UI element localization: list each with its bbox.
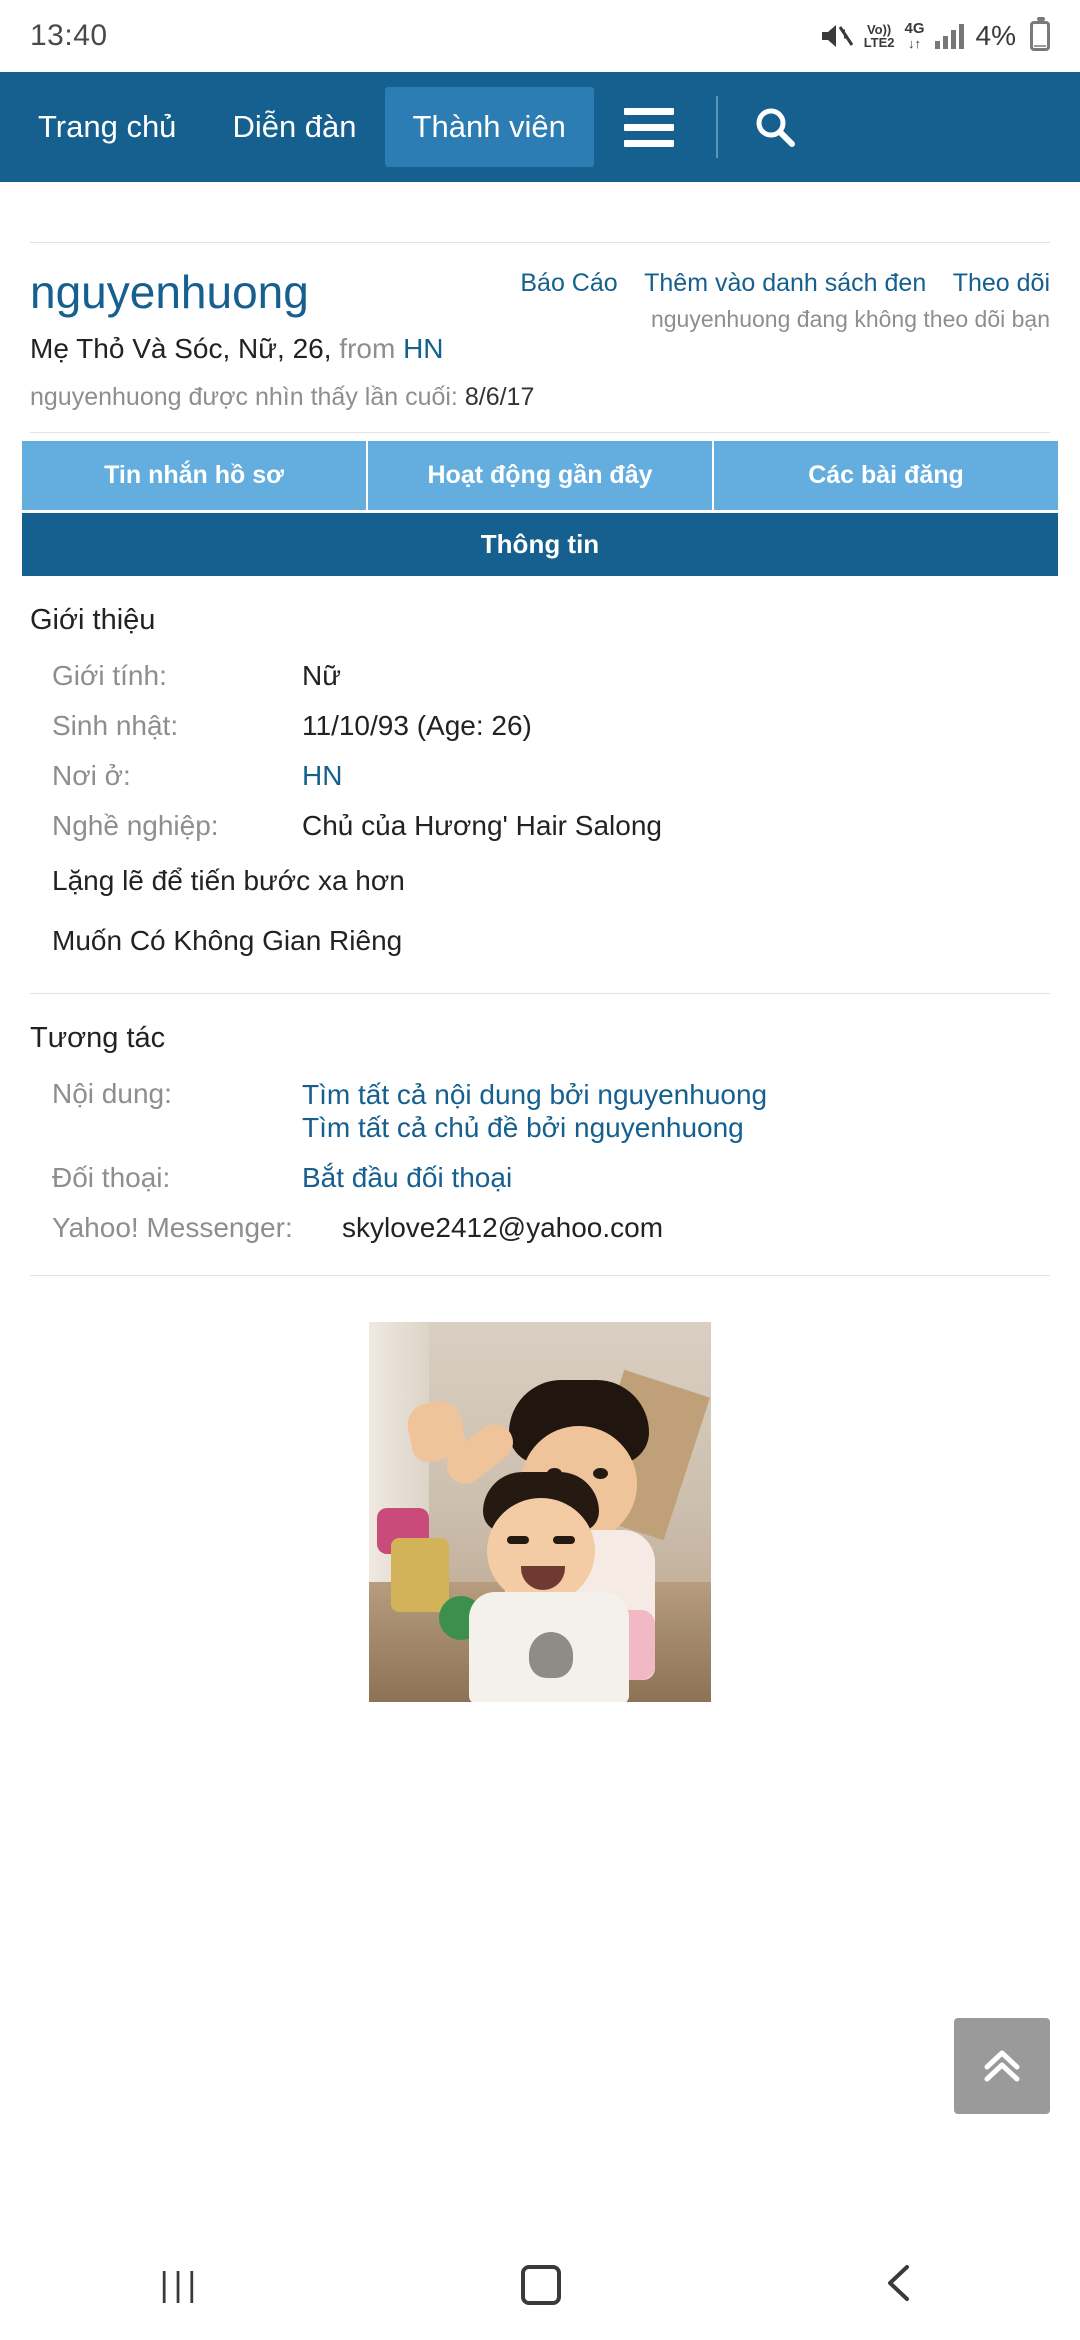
tab-postings[interactable]: Các bài đăng: [714, 441, 1058, 510]
profile-location-link[interactable]: HN: [403, 333, 444, 364]
home-icon[interactable]: [521, 2265, 561, 2305]
about-text-1: Lặng lẽ để tiến bước xa hơn: [52, 865, 405, 896]
battery-percent: 4%: [975, 20, 1016, 51]
report-link[interactable]: Báo Cáo: [520, 269, 618, 297]
nav-item-home[interactable]: Trang chủ: [38, 109, 177, 144]
profile-photo[interactable]: [369, 1322, 711, 1702]
tab-information[interactable]: Thông tin: [22, 513, 1058, 576]
field-messenger: [0, 1203, 1080, 1253]
find-all-threads-link[interactable]: Tìm tất cả chủ đề bởi nguyenhuong: [302, 1112, 744, 1144]
page-content: [0, 182, 1080, 1702]
field-birthday-value: 11/10/93 (Age: 26): [302, 710, 532, 741]
back-icon[interactable]: [880, 2261, 920, 2310]
profile-age: 26,: [292, 333, 332, 364]
scroll-to-top-button[interactable]: [954, 2018, 1050, 2114]
follow-status-note: nguyenhuong đang không theo dõi bạn: [650, 306, 1050, 332]
profile-subline: [30, 333, 1050, 365]
double-chevron-up-icon: [975, 2039, 1029, 2093]
field-birthday-label: Sinh nhật:: [52, 710, 179, 741]
battery-icon: [1030, 21, 1050, 51]
page-title: nguyenhuong: [30, 266, 309, 318]
tab-profile-posts[interactable]: Tin nhắn hồ sơ: [22, 441, 368, 510]
field-messenger-value: skylove2412@yahoo.com: [342, 1212, 664, 1244]
recents-icon[interactable]: |||: [159, 2265, 202, 2304]
field-gender: [0, 651, 1080, 701]
field-messenger-label: Yahoo! Messenger:: [52, 1212, 293, 1244]
profile-tabs: [22, 441, 1058, 510]
field-location: [0, 751, 1080, 801]
tab-recent-activity[interactable]: Hoạt động gần đây: [368, 441, 714, 510]
from-label: from: [339, 333, 396, 364]
field-gender-label: Giới tính:: [52, 660, 167, 691]
hamburger-icon[interactable]: [624, 108, 674, 147]
top-navigation: [0, 72, 1080, 182]
field-location-label: Nơi ở:: [52, 760, 131, 791]
4g-icon: 4G ↓↑: [904, 20, 925, 52]
photo-container: [0, 1322, 1080, 1702]
android-navigation-bar: [0, 2230, 1080, 2340]
find-all-content-link[interactable]: Tìm tất cả nội dung bởi nguyenhuong: [302, 1079, 768, 1110]
profile-gender: Nữ,: [238, 333, 285, 364]
status-icons: [820, 20, 1050, 52]
field-location-value: [302, 760, 342, 792]
blacklist-link[interactable]: Thêm vào danh sách đen: [644, 269, 927, 297]
start-conversation-link[interactable]: Bắt đầu đối thoại: [302, 1162, 513, 1194]
last-seen: [0, 365, 1080, 432]
field-conversation: [0, 1153, 1080, 1203]
photo-divider: [30, 1275, 1050, 1276]
field-conversation-value: [302, 1162, 512, 1194]
profile-header: [0, 243, 1080, 365]
field-occupation-value: Chủ của Hương' Hair Salong: [302, 810, 662, 841]
nav-item-members[interactable]: Thành viên: [385, 87, 594, 167]
field-conversation-label: Đối thoại:: [52, 1162, 171, 1194]
field-occupation: [0, 801, 1080, 851]
last-seen-label: nguyenhuong được nhìn thấy lần cuối:: [30, 383, 458, 411]
last-seen-value: 8/6/17: [464, 383, 535, 411]
search-icon[interactable]: [752, 104, 798, 150]
nav-divider: [716, 96, 718, 158]
mute-icon: [820, 21, 854, 51]
field-content: [0, 1069, 1080, 1153]
field-birthday: [0, 701, 1080, 751]
about-section-title: Giới thiệu: [30, 604, 156, 636]
location-link[interactable]: HN: [302, 760, 343, 791]
field-gender-value: Nữ: [302, 660, 341, 691]
profile-actions: [498, 269, 1050, 333]
field-content-label: Nội dung:: [52, 1078, 172, 1109]
field-occupation-label: Nghề nghiệp:: [52, 810, 219, 841]
status-bar: [0, 0, 1080, 72]
follow-link[interactable]: Theo dõi: [952, 269, 1050, 297]
nav-item-forum[interactable]: Diễn đàn: [232, 109, 357, 144]
profile-title: Mẹ Thỏ Và Sóc,: [30, 333, 231, 364]
interaction-section-title: Tương tác: [30, 1022, 166, 1054]
about-text-2: Muốn Có Không Gian Riêng: [52, 925, 403, 956]
field-content-links: [302, 1078, 767, 1144]
status-clock: 13:40: [30, 19, 108, 52]
volte-icon: Vo)) LTE2: [863, 22, 895, 50]
signal-icon: [935, 23, 964, 49]
header-divider: [30, 432, 1050, 433]
